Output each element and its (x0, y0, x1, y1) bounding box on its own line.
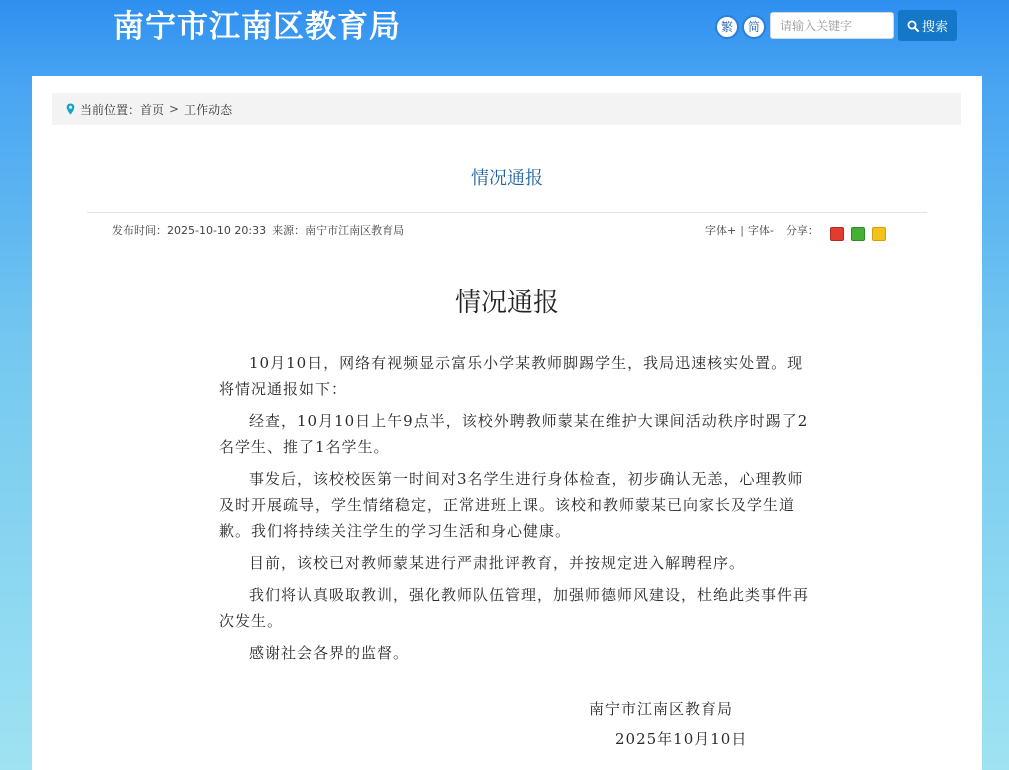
site-title[interactable]: 南宁市江南区教育局 (113, 9, 401, 45)
title-divider (87, 212, 927, 213)
search-button[interactable] (898, 10, 957, 41)
document-signature: 南宁市江南区教育局 (589, 700, 734, 718)
publish-time-value: 2025-10-10 20:33 (167, 224, 267, 237)
document-paragraph: 经查，10月10日上午9点半，该校外聘教师蒙某在维护大课间活动秩序时踢了2名学生、推了1名学生。 (219, 412, 809, 456)
font-larger-button[interactable]: 字体+ (705, 224, 737, 237)
breadcrumb (52, 93, 961, 125)
source-value: 南宁市江南区教育局 (305, 224, 405, 237)
qzone-share-icon[interactable] (872, 227, 886, 241)
article-meta (112, 222, 404, 238)
site-header (0, 0, 1009, 76)
document-title: 情况通报 (454, 288, 559, 318)
traditional-chinese-button[interactable]: 繁 (715, 15, 739, 39)
simplified-chinese-button[interactable]: 简 (742, 15, 766, 39)
document-paragraph: 目前，该校已对教师蒙某进行严肃批评教育，并按规定进入解聘程序。 (249, 554, 746, 572)
publish-time-label: 发布时间： (112, 224, 167, 237)
wechat-share-icon[interactable] (851, 227, 865, 241)
breadcrumb-current-link[interactable]: 工作动态 (184, 102, 233, 117)
tools-separator: | (740, 223, 744, 237)
document-date: 2025年10月10日 (615, 730, 748, 748)
breadcrumb-separator: > (169, 102, 180, 116)
share-label: 分享： (785, 224, 819, 237)
search-input[interactable] (770, 12, 894, 39)
search-button-label: 搜索 (921, 20, 948, 35)
notice-document (187, 274, 827, 764)
breadcrumb-home-link[interactable]: 首页 (140, 102, 165, 117)
document-body (219, 350, 815, 672)
article-title: 情况通报 (471, 168, 543, 189)
font-smaller-button[interactable]: 字体- (747, 224, 774, 237)
document-paragraph: 我们将认真吸取教训，强化教师队伍管理，加强师德师风建设，杜绝此类事件再次发生。 (219, 586, 810, 630)
search-icon (907, 20, 919, 32)
document-paragraph: 感谢社会各界的监督。 (249, 644, 410, 662)
publish-time (112, 222, 266, 238)
breadcrumb-prefix: 当前位置： (80, 102, 141, 117)
source-label: 来源： (272, 224, 306, 237)
article-source (272, 222, 404, 238)
document-paragraph: 10月10日，网络有视频显示富乐小学某教师脚踢学生，我局迅速核实处置。现将情况通报如下： (219, 354, 804, 398)
document-paragraph: 事发后，该校校医第一时间对3名学生进行身体检查，初步确认无恙，心理教师及时开展疏导，学生情绪稳定，正常进班上课。该校和教师蒙某已向家长及学生道歉。我们将持续关注学生的学习生活和身心健康。 (219, 470, 804, 540)
content-panel (32, 76, 982, 770)
location-pin-icon (66, 103, 75, 115)
article-tools (705, 222, 886, 238)
weibo-share-icon[interactable] (830, 227, 844, 241)
